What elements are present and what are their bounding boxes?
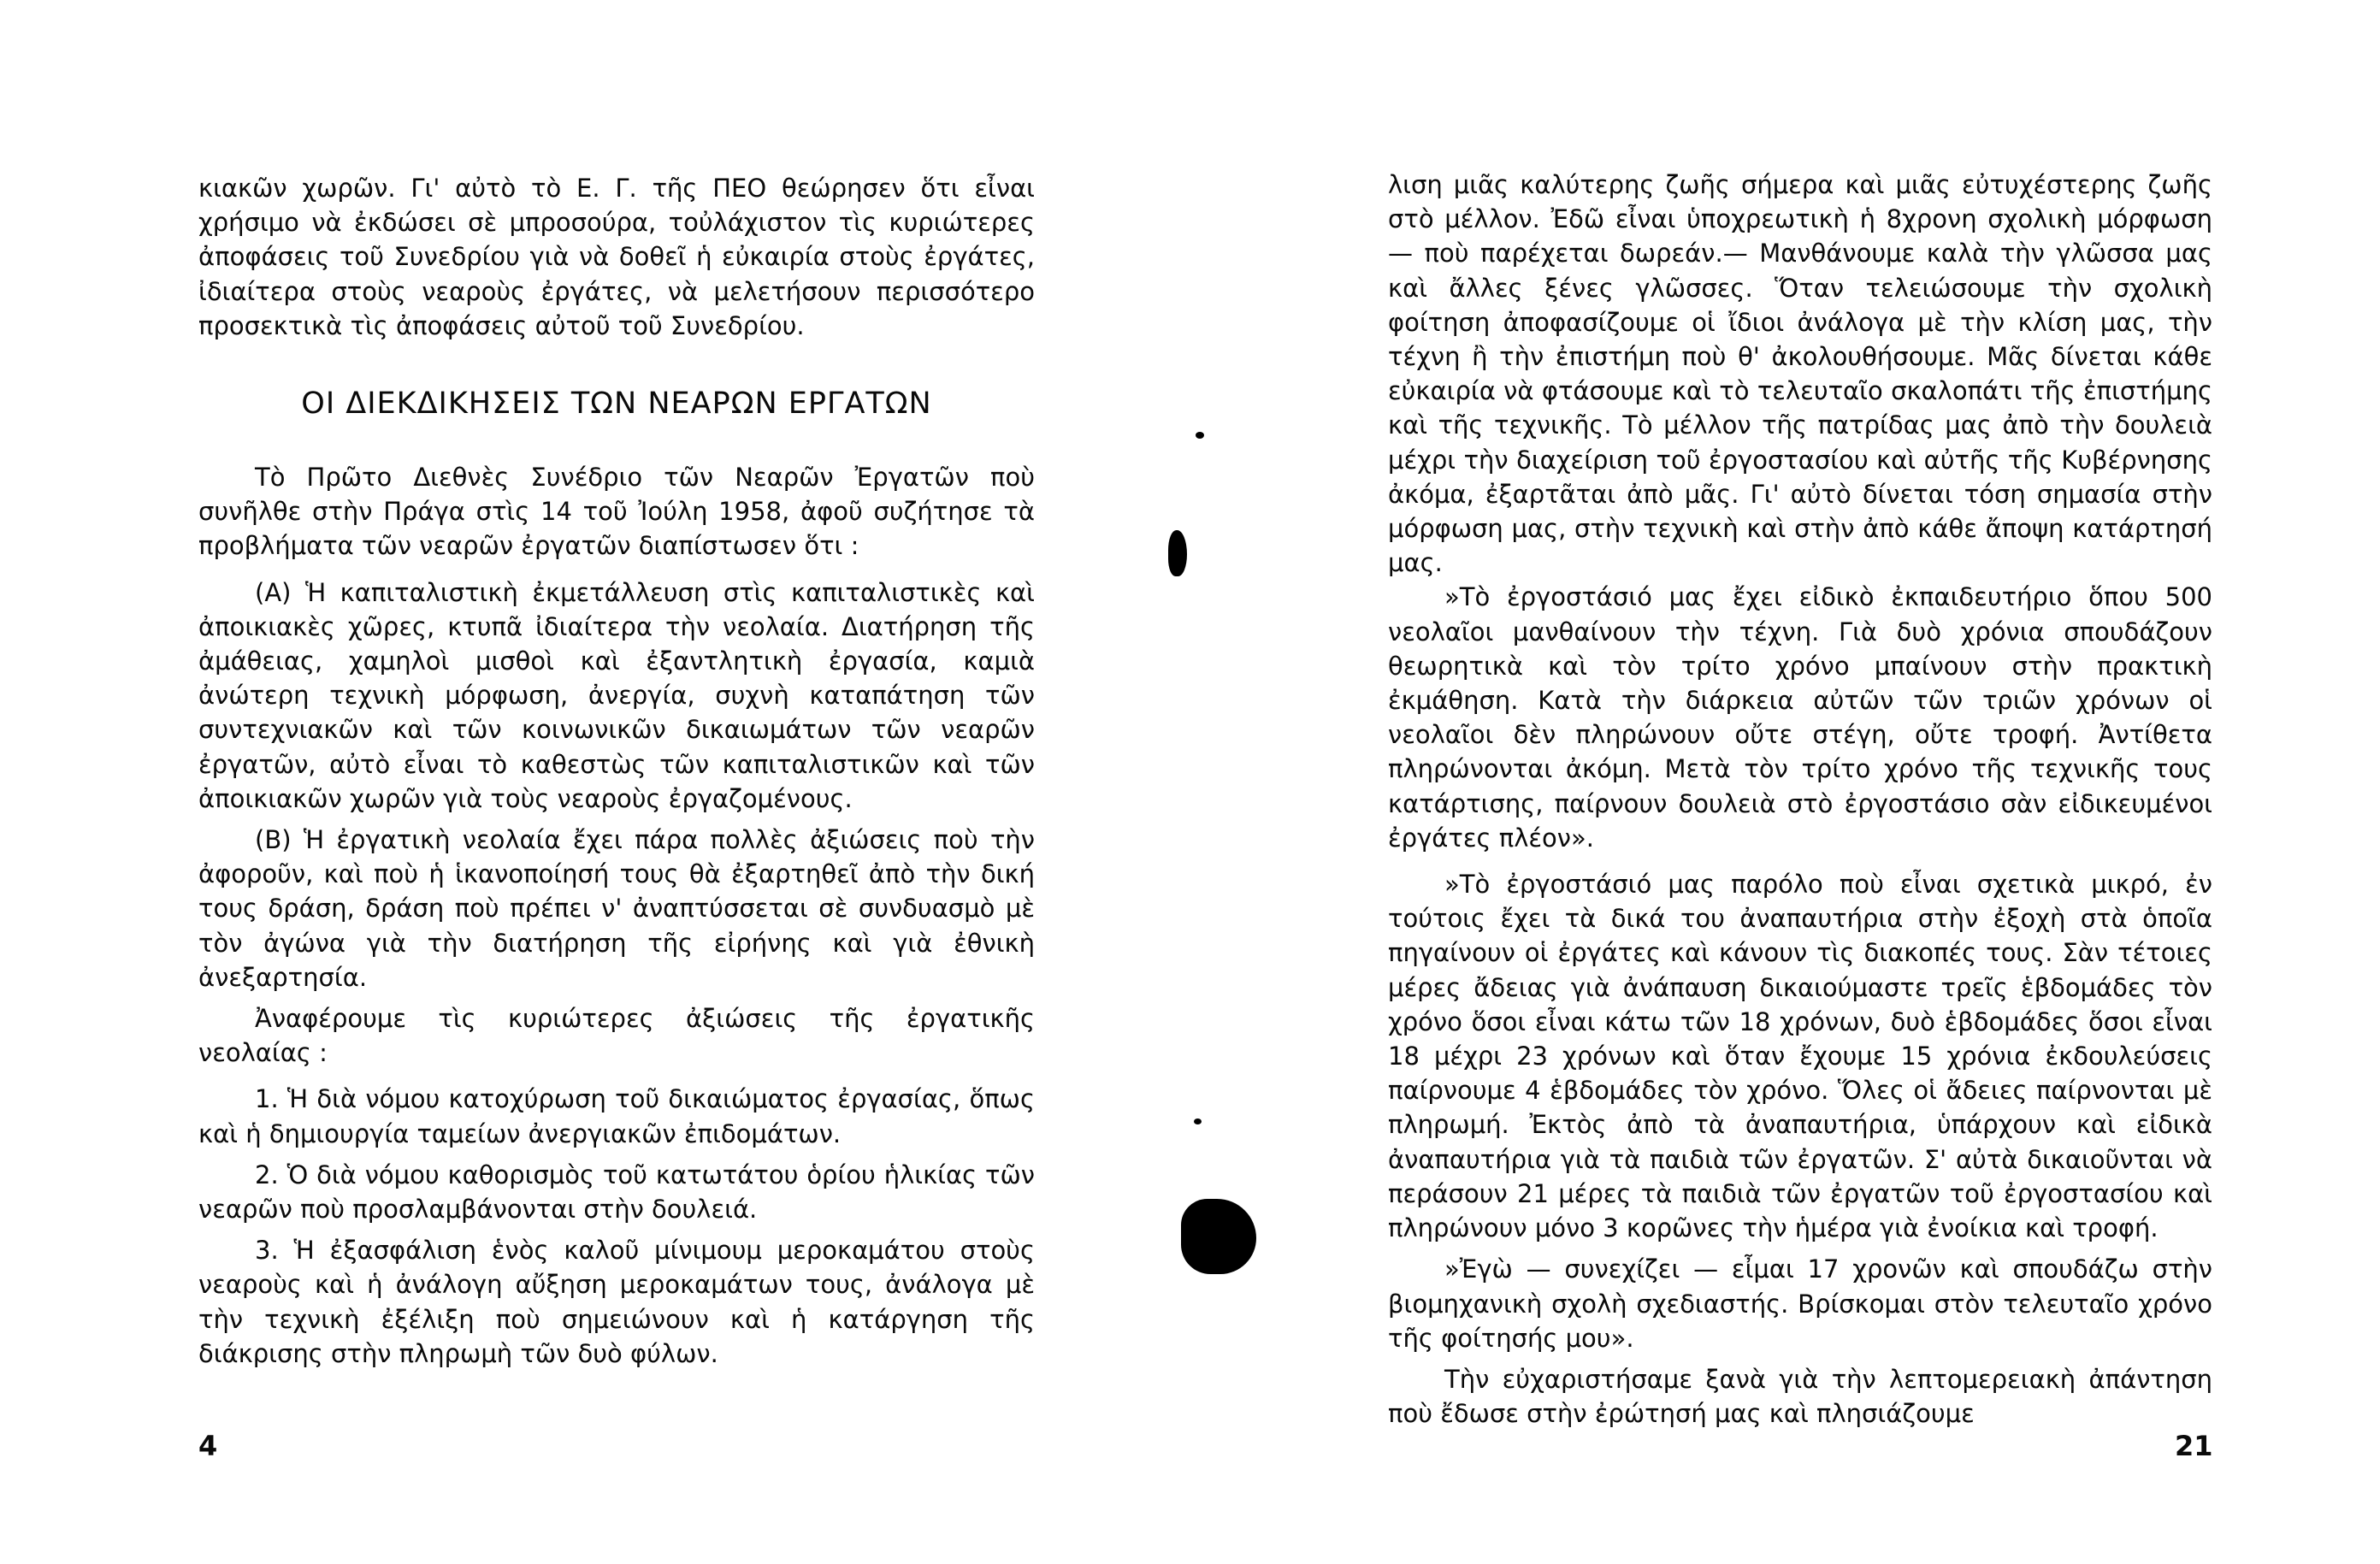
list-item: 1. Ἡ διὰ νόμου κατοχύρωση τοῦ δικαιώματος ἐργασίας, ὅπως καὶ ἡ δημιουργία ταμείων ἀνεργιακῶν ἐπιδομάτων. xyxy=(198,1084,1035,1148)
list-item: 3. Ἡ ἐξασφάλιση ἑνὸς καλοῦ μίνιμουμ μεροκαμάτου στοὺς νεαροὺς καὶ ἡ ἀνάλογη αὔξηση μεροκαμάτων τους, ἀνάλογα μὲ τὴν τεχνικὴ ἐξέλιξη ποὺ σημειώνουν καὶ ἡ κατάργηση τῆς διάκρισης στὴν πληρωμὴ τῶν δυὸ φύλων. xyxy=(198,1236,1035,1368)
paragraph: Ἀναφέρουμε τὶς κυριώτερες ἀξιώσεις τῆς ἐργατικῆς νεολαίας : xyxy=(198,1004,1035,1068)
scan-blot xyxy=(1168,530,1187,576)
paragraph: κιακῶν χωρῶν. Γι' αὐτὸ τὸ Ε. Γ. τῆς ΠΕΟ θεώρησεν ὅτι εἶναι χρήσιμο νὰ ἐκδώσει σὲ μπροσούρα, τοὐλάχιστον τὶς κυριώτερες ἀποφάσεις τοῦ Συνεδρίου γιὰ νὰ δοθεῖ ἡ εὐκαιρία στοὺς ἐργάτες, ἰδιαίτερα στοὺς νεαροὺς ἐργάτες, νὰ μελετήσουν περισσότερο προσεκτικὰ τὶς ἀποφάσεις αὐτοῦ τοῦ Συνεδρίου. xyxy=(198,174,1035,340)
paragraph: (Α) Ἡ καπιταλιστικὴ ἐκμετάλλευση στὶς καπιταλιστικὲς καὶ ἀποικιακὲς χῶρες, κτυπᾶ ἰδιαίτερα τὴν νεολαία. Διατήρηση τῆς ἀμάθειας, χαμηλοὶ μισθοὶ καὶ ἐξαντλητικὴ ἐργασία, καμιὰ ἀνώτερη τεχνικὴ μόρφωση, ἀνεργία, συχνὴ καταπάτηση τῶν συντεχνιακῶν καὶ τῶν κοινωνικῶν δικαιωμάτων τῶν νεαρῶν ἐργατῶν, αὐτὸ εἶναι τὸ καθεστὼς τῶν καπιταλιστικῶν καὶ τῶν ἀποικιακῶν χωρῶν γιὰ τοὺς νεαροὺς ἐργαζομένους. xyxy=(198,577,1035,813)
scan-speck xyxy=(1196,432,1204,439)
scan-speck xyxy=(1194,1118,1202,1124)
page-number: 4 xyxy=(198,1430,218,1462)
right-text-column xyxy=(1388,168,2212,1431)
left-text-column xyxy=(198,171,1035,1371)
scan-blot xyxy=(1181,1199,1256,1274)
page-number: 21 xyxy=(2175,1430,2213,1462)
paragraph: Τὴν εὐχαριστήσαμε ξανὰ γιὰ τὴν λεπτομερειακὴ ἀπάντηση ποὺ ἔδωσε στὴν ἐρώτησή μας καὶ πλησιάζουμε xyxy=(1388,1364,2212,1429)
paragraph: »Ἐγὼ — συνεχίζει — εἶμαι 17 χρονῶν καὶ σπουδάζω στὴν βιομηχανικὴ σχολὴ σχεδιαστής. Βρίσκομαι στὸν τελευταῖο χρόνο τῆς φοίτησής μου». xyxy=(1388,1254,2212,1353)
paragraph: »Τὸ ἐργοστάσιό μας παρόλο ποὺ εἶναι σχετικὰ μικρό, ἐν τούτοις ἔχει τὰ δικά του ἀναπαυτήρια στὴν ἐξοχὴ στὰ ὁποῖα πηγαίνουν οἱ ἐργάτες καὶ κάνουν τὶς διακοπές τους. Σὰν τέτοιες μέρες ἄδειας γιὰ ἀνάπαυση δικαιούμαστε τρεῖς ἑβδομάδες τὸν χρόνο ὅσοι εἶναι κάτω τῶν 18 χρόνων, δυὸ ἑβδομάδες ὅσοι εἶναι 18 μέχρι 23 χρόνων καὶ ὅταν ἔχουμε 15 χρόνια ἐκδουλεύσεις παίρνουμε 4 ἑβδομάδες τὸν χρόνο. Ὅλες οἱ ἄδειες παίρνονται μὲ πληρωμή. Ἐκτὸς ἀπὸ τὰ ἀναπαυτήρια, ὑπάρχουν καὶ εἰδικὰ ἀναπαυτήρια γιὰ τὰ παιδιὰ τῶν ἐργατῶν. Σ' αὐτὰ δικαιοῦνται νὰ περάσουν 21 μέρες τὰ παιδιὰ τῶν ἐργατῶν τοῦ ἐργοστασίου καὶ πληρώνουν μόνο 3 κορῶνες τὴν ἡμέρα γιὰ ἐνοίκια καὶ τροφή. xyxy=(1388,870,2212,1243)
right-page xyxy=(1190,0,2380,1564)
paragraph: Τὸ Πρῶτο Διεθνὲς Συνέδριο τῶν Νεαρῶν Ἐργατῶν ποὺ συνῆλθε στὴν Πράγα στὶς 14 τοῦ Ἰούλη 1958, ἀφοῦ συζήτησε τὰ προβλήματα τῶν νεαρῶν ἐργατῶν διαπίστωσεν ὅτι : xyxy=(198,463,1035,561)
paragraph: (Β) Ἡ ἐργατικὴ νεολαία ἔχει πάρα πολλὲς ἀξιώσεις ποὺ τὴν ἀφοροῦν, καὶ ποὺ ἡ ἱκανοποίησή τους θὰ ἐξαρτηθεῖ ἀπὸ τὴν δική τους δράση, δράση ποὺ πρέπει ν' ἀναπτύσσεται σὲ συνδυασμὸ μὲ τὸν ἀγώνα γιὰ τὴν διατήρηση τῆς εἰρήνης καὶ γιὰ ἐθνικὴ ἀνεξαρτησία. xyxy=(198,825,1035,992)
list-item: 2. Ὁ διὰ νόμου καθορισμὸς τοῦ κατωτάτου ὁρίου ἡλικίας τῶν νεαρῶν ποὺ προσλαμβάνονται στὴν δουλειά. xyxy=(198,1160,1035,1225)
paragraph: »Τὸ ἐργοστάσιό μας ἔχει εἰδικὸ ἐκπαιδευτήριο ὅπου 500 νεολαῖοι μανθαίνουν τὴν τέχνη. Γιὰ δυὸ χρόνια σπουδάζουν θεωρητικὰ καὶ τὸν τρίτο χρόνο μπαίνουν στὴν πρακτικὴ ἐκμάθηση. Κατὰ τὴν διάρκεια αὐτῶν τῶν τριῶν χρόνων οἱ νεολαῖοι δὲν πληρώνουν οὔτε στέγη, οὔτε τροφή. Ἀντίθετα πληρώνονται ἀκόμη. Μετὰ τὸν τρίτο χρόνο τῆς τεχνικῆς τους κατάρτισης, παίρνουν δουλειὰ στὸ ἐργοστάσιο σὰν εἰδικευμένοι ἐργάτες πλέον». xyxy=(1388,582,2212,853)
section-heading: ΟΙ ΔΙΕΚΔΙΚΗΣΕΙΣ ΤΩΝ ΝΕΑΡΩΝ ΕΡΓΑΤΩΝ xyxy=(301,387,932,422)
paragraph: λιση μιᾶς καλύτερης ζωῆς σήμερα καὶ μιᾶς εὐτυχέστερης ζωῆς στὸ μέλλον. Ἐδῶ εἶναι ὑποχρεωτικὴ ἡ 8χρονη σχολικὴ μόρφωση — ποὺ παρέχεται δωρεάν.— Μανθάνουμε καλὰ τὴν γλῶσσα μας καὶ ἄλλες ξένες γλῶσσες. Ὅταν τελειώσουμε τὴν σχολικὴ φοίτηση ἀποφασίζουμε οἱ ἴδιοι ἀνάλογα μὲ τὴν κλίση μας, τὴν τέχνη ἢ τὴν ἐπιστήμη ποὺ θ' ἀκολουθήσουμε. Μᾶς δίνεται κάθε εὐκαιρία νὰ φτάσουμε καὶ τὸ τελευταῖο σκαλοπάτι τῆς ἐπιστήμης καὶ τῆς τεχνικῆς. Τὸ μέλλον τῆς πατρίδας μας ἀπὸ τὴν δουλειὰ μέχρι τὴν διαχείριση τοῦ ἐργοστασίου καὶ αὐτῆς τῆς Κυβέρνησης ἀκόμα, ἐξαρτᾶται ἀπὸ μᾶς. Γι' αὐτὸ δίνεται τόση σημασία στὴν μόρφωση μας, στὴν τεχνικὴ καὶ στὴν ἀπὸ κάθε ἄποψη κατάρτησή μας. xyxy=(1388,170,2212,578)
